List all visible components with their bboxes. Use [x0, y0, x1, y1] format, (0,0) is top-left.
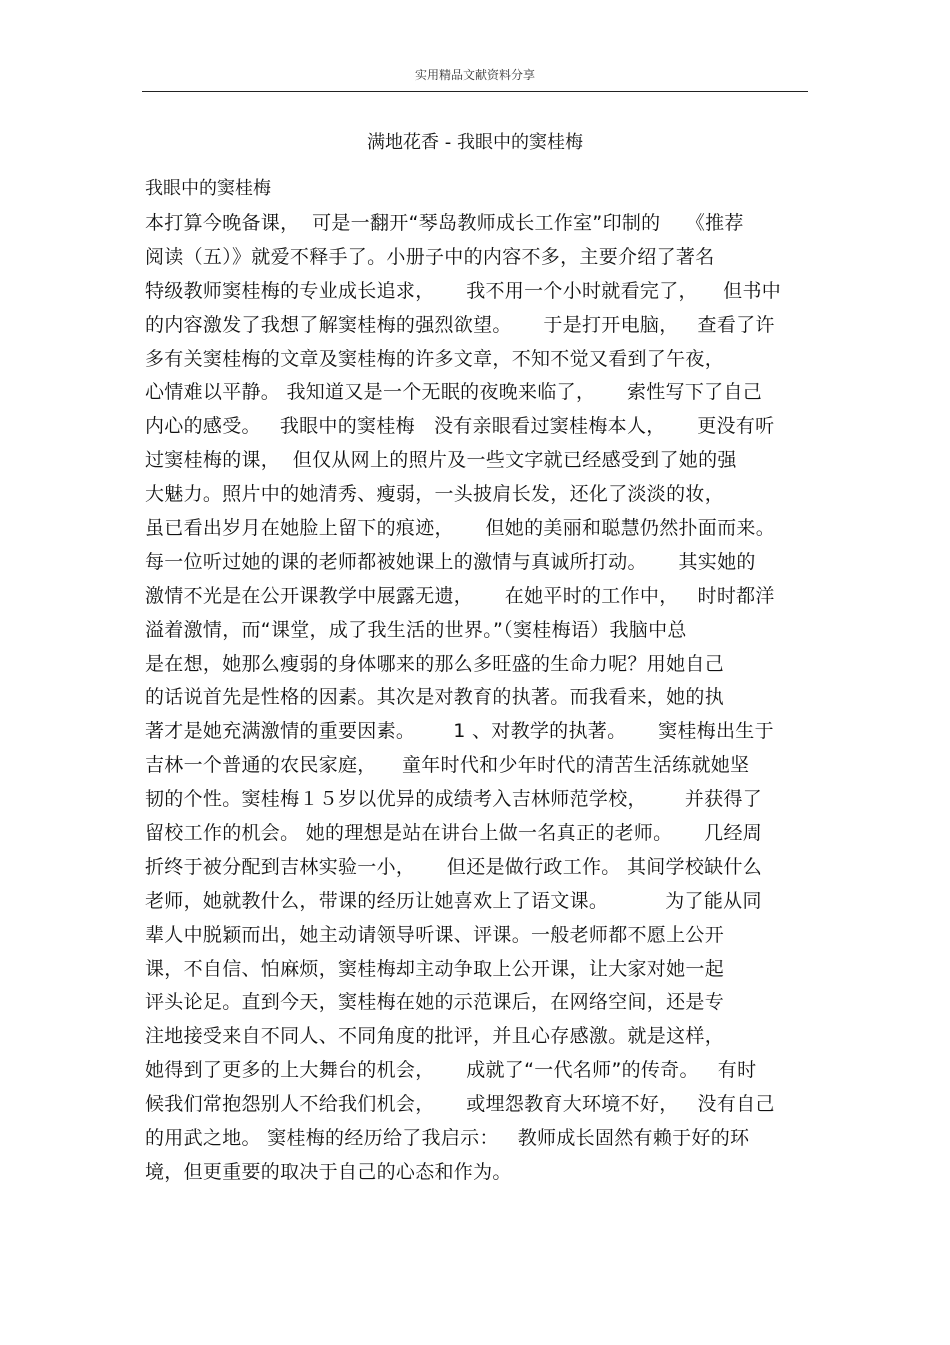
body-line: 注地接受来自不同人、不同角度的批评，并且心存感激。就是这样， [145, 1025, 725, 1048]
body-line: 辈人中脱颖而出，她主动请领导听课、评课。一般老师都不愿上公开 [145, 923, 725, 946]
body-line: 吉林一个普通的农民家庭， 童年时代和少年时代的清苦生活练就她坚 [145, 754, 750, 777]
article-body [145, 207, 815, 1190]
body-line: 韧的个性。窦桂梅１５岁以优异的成绩考入吉林师范学校， 并获得了 [145, 788, 763, 811]
body-line: 的内容激发了我想了解窦桂梅的强烈欲望。 于是打开电脑， 查看了许 [145, 313, 775, 336]
body-line: 的用武之地。 窦桂梅的经历给了我启示： 教师成长固然有赖于好的环 [145, 1127, 750, 1150]
body-line: 著才是她充满激情的重要因素。 1 、对教学的执著。 窦桂梅出生于 [145, 720, 774, 743]
body-line: 留校工作的机会。 她的理想是站在讲台上做一名真正的老师。 几经周 [145, 822, 763, 845]
body-line: 大魅力。照片中的她清秀、瘦弱，一头披肩长发，还化了淡淡的妆， [145, 483, 725, 506]
body-line: 境，但更重要的取决于自己的心态和作为。 [145, 1160, 512, 1183]
document-title: 满地花香 - 我眼中的窦桂梅 [367, 132, 583, 153]
body-line: 候我们常抱怨别人不给我们机会， 或埋怨教育大环境不好， 没有自己 [145, 1093, 775, 1116]
body-line: 阅读（五）》就爱不释手了。小册子中的内容不多，主要介绍了著名 [145, 245, 715, 268]
body-line: 每一位听过她的课的老师都被她课上的激情与真诚所打动。 其实她的 [145, 550, 756, 573]
body-line: 激情不光是在公开课教学中展露无遗， 在她平时的工作中， 时时都洋 [145, 584, 775, 607]
body-line: 虽已看出岁月在她脸上留下的痕迹， 但她的美丽和聪慧仍然扑面而来。 [145, 517, 775, 540]
body-line: 多有关窦桂梅的文章及窦桂梅的许多文章，不知不觉又看到了午夜， [145, 347, 725, 370]
body-line: 心情难以平静。 我知道又是一个无眠的夜晚来临了， 索性写下了自己 [145, 381, 763, 404]
body-line: 老师，她就教什么，带课的经历让她喜欢上了语文课。 为了能从同 [145, 889, 762, 912]
body-line: 是在想，她那么瘦弱的身体哪来的那么多旺盛的生命力呢？用她自己 [145, 652, 725, 675]
body-line: 内心的感受。 我眼中的窦桂梅 没有亲眼看过窦桂梅本人， 更没有听 [145, 415, 775, 438]
header-divider [142, 91, 808, 92]
body-line: 本打算今晚备课， 可是一翻开“琴岛教师成长工作室”印制的 《推荐 [145, 212, 744, 234]
body-line: 过窦桂梅的课， 但仅从网上的照片及一些文字就已经感受到了她的强 [145, 449, 737, 472]
body-line: 特级教师窦桂梅的专业成长追求， 我不用一个小时就看完了， 但书中 [145, 279, 782, 302]
body-line: 的话说首先是性格的因素。其次是对教育的执著。而我看来，她的执 [145, 686, 725, 709]
body-line: 她得到了更多的上大舞台的机会， 成就了“一代名师”的传奇。 有时 [145, 1059, 757, 1082]
body-line: 折终于被分配到吉林实验一小， 但还是做行政工作。 其间学校缺什么 [145, 855, 763, 878]
article-subtitle: 我眼中的窦桂梅 [145, 178, 271, 199]
body-line: 评头论足。直到今天，窦桂梅在她的示范课后，在网络空间，还是专 [145, 991, 725, 1014]
page-header: 实用精品文献资料分享 [414, 68, 535, 82]
body-line: 课，不自信、怕麻烦，窦桂梅却主动争取上公开课，让大家对她一起 [145, 957, 725, 980]
body-line: 溢着激情，而“课堂，成了我生活的世界。”（窦桂梅语）我脑中总 [145, 618, 687, 641]
